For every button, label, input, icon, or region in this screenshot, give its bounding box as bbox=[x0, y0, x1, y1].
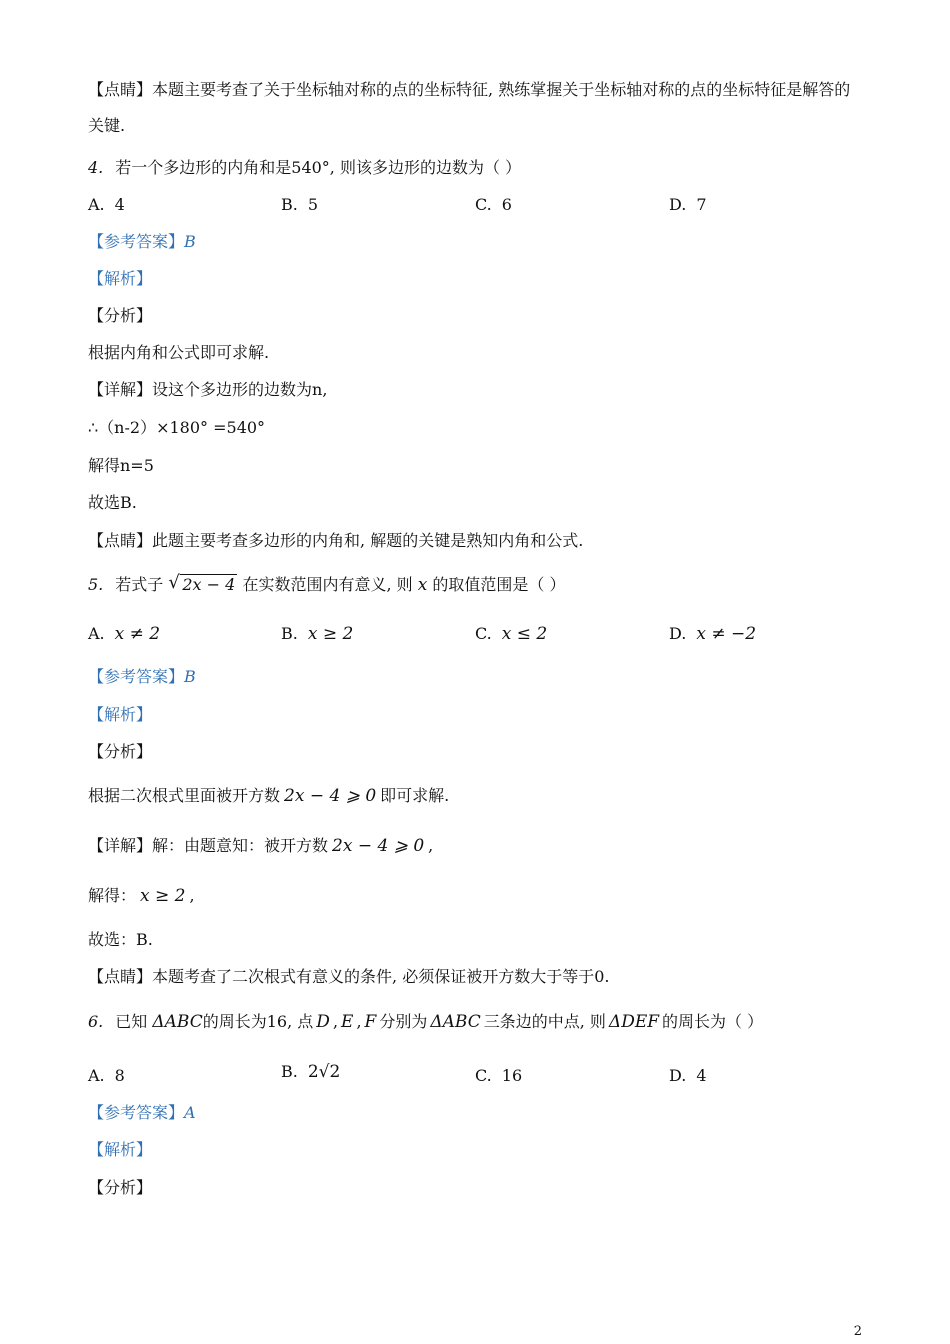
q5-jiexi: 【解析】 bbox=[88, 705, 153, 724]
q4-xiangjie: 【详解】设这个多边形的边数为n, bbox=[88, 380, 328, 399]
q4-option-c: C. 6 bbox=[475, 195, 512, 214]
q4-option-b: B. 5 bbox=[281, 195, 319, 214]
question-6-stem: 6. 已知 ΔABC的周长为16, 点 D , E , F 分别为 ΔABC 三条边的中点, 则 ΔDEF 的周长为（ ） bbox=[88, 1012, 764, 1032]
page-number: 2 bbox=[853, 1324, 862, 1339]
question-number: 6. bbox=[88, 1012, 104, 1031]
q5-fenxi-tag: 【分析】 bbox=[88, 742, 153, 761]
q4-fenxi-tag: 【分析】 bbox=[88, 306, 153, 325]
q5-dianjing: 【点睛】本题考查了二次根式有意义的条件, 必须保证被开方数大于等于0. bbox=[88, 967, 610, 986]
q5-option-b: B. x ≥ 2 bbox=[281, 624, 354, 644]
square-root-expression: √ 2x − 4 bbox=[168, 572, 236, 594]
q6-answer: 【参考答案】A bbox=[88, 1103, 196, 1122]
q5-option-c: C. x ≤ 2 bbox=[475, 624, 548, 644]
q5-option-d: D. x ≠ −2 bbox=[669, 624, 757, 644]
q4-dianjing: 【点睛】此题主要考查多边形的内角和, 解题的关键是熟知内角和公式. bbox=[88, 531, 584, 550]
question-5-stem: 5. 若式子 √ 2x − 4 在实数范围内有意义, 则 x 的取值范围是（ ） bbox=[88, 572, 566, 595]
q6-jiexi: 【解析】 bbox=[88, 1140, 153, 1159]
q4-option-d: D. 7 bbox=[669, 195, 707, 214]
q4-fenxi: 根据内角和公式即可求解. bbox=[88, 343, 270, 362]
q5-option-a: A. x ≠ 2 bbox=[88, 624, 161, 644]
q6-option-a: A. 8 bbox=[88, 1066, 125, 1085]
q6-option-c: C. 16 bbox=[475, 1066, 523, 1085]
q4-option-a: A. 4 bbox=[88, 195, 125, 214]
question-4-stem bbox=[88, 158, 521, 178]
q4-step2: 解得n=5 bbox=[88, 456, 154, 475]
q5-fenxi: 根据二次根式里面被开方数 2x − 4 ⩾ 0 即可求解. bbox=[88, 786, 450, 806]
q5-step1: 解得： x ≥ 2 , bbox=[88, 886, 195, 906]
dianjing-tag: 【点睛】 bbox=[88, 80, 153, 99]
q5-answer: 【参考答案】B bbox=[88, 667, 196, 686]
question-number: 4. bbox=[88, 158, 104, 177]
q5-xiangjie: 【详解】解：由题意知：被开方数 2x − 4 ⩾ 0 , bbox=[88, 836, 434, 856]
intro-paragraph bbox=[88, 72, 858, 144]
q5-step2: 故选：B. bbox=[88, 930, 153, 949]
question-text: 若一个多边形的内角和是540°, 则该多边形的边数为（ ） bbox=[115, 158, 522, 177]
q4-step1: ∴（n-2）×180° =540° bbox=[88, 418, 266, 437]
q6-fenxi-tag: 【分析】 bbox=[88, 1178, 153, 1197]
q4-jiexi: 【解析】 bbox=[88, 269, 153, 288]
question-number: 5. bbox=[88, 575, 104, 594]
q4-answer: 【参考答案】B bbox=[88, 232, 196, 251]
q6-option-b: B. 2√2 bbox=[281, 1062, 341, 1082]
q4-step3: 故选B. bbox=[88, 493, 137, 512]
q6-option-d: D. 4 bbox=[669, 1066, 707, 1085]
intro-text: 本题主要考查了关于坐标轴对称的点的坐标特征, 熟练掌握关于坐标轴对称的点的坐标特征是解答的关键. bbox=[88, 80, 851, 135]
